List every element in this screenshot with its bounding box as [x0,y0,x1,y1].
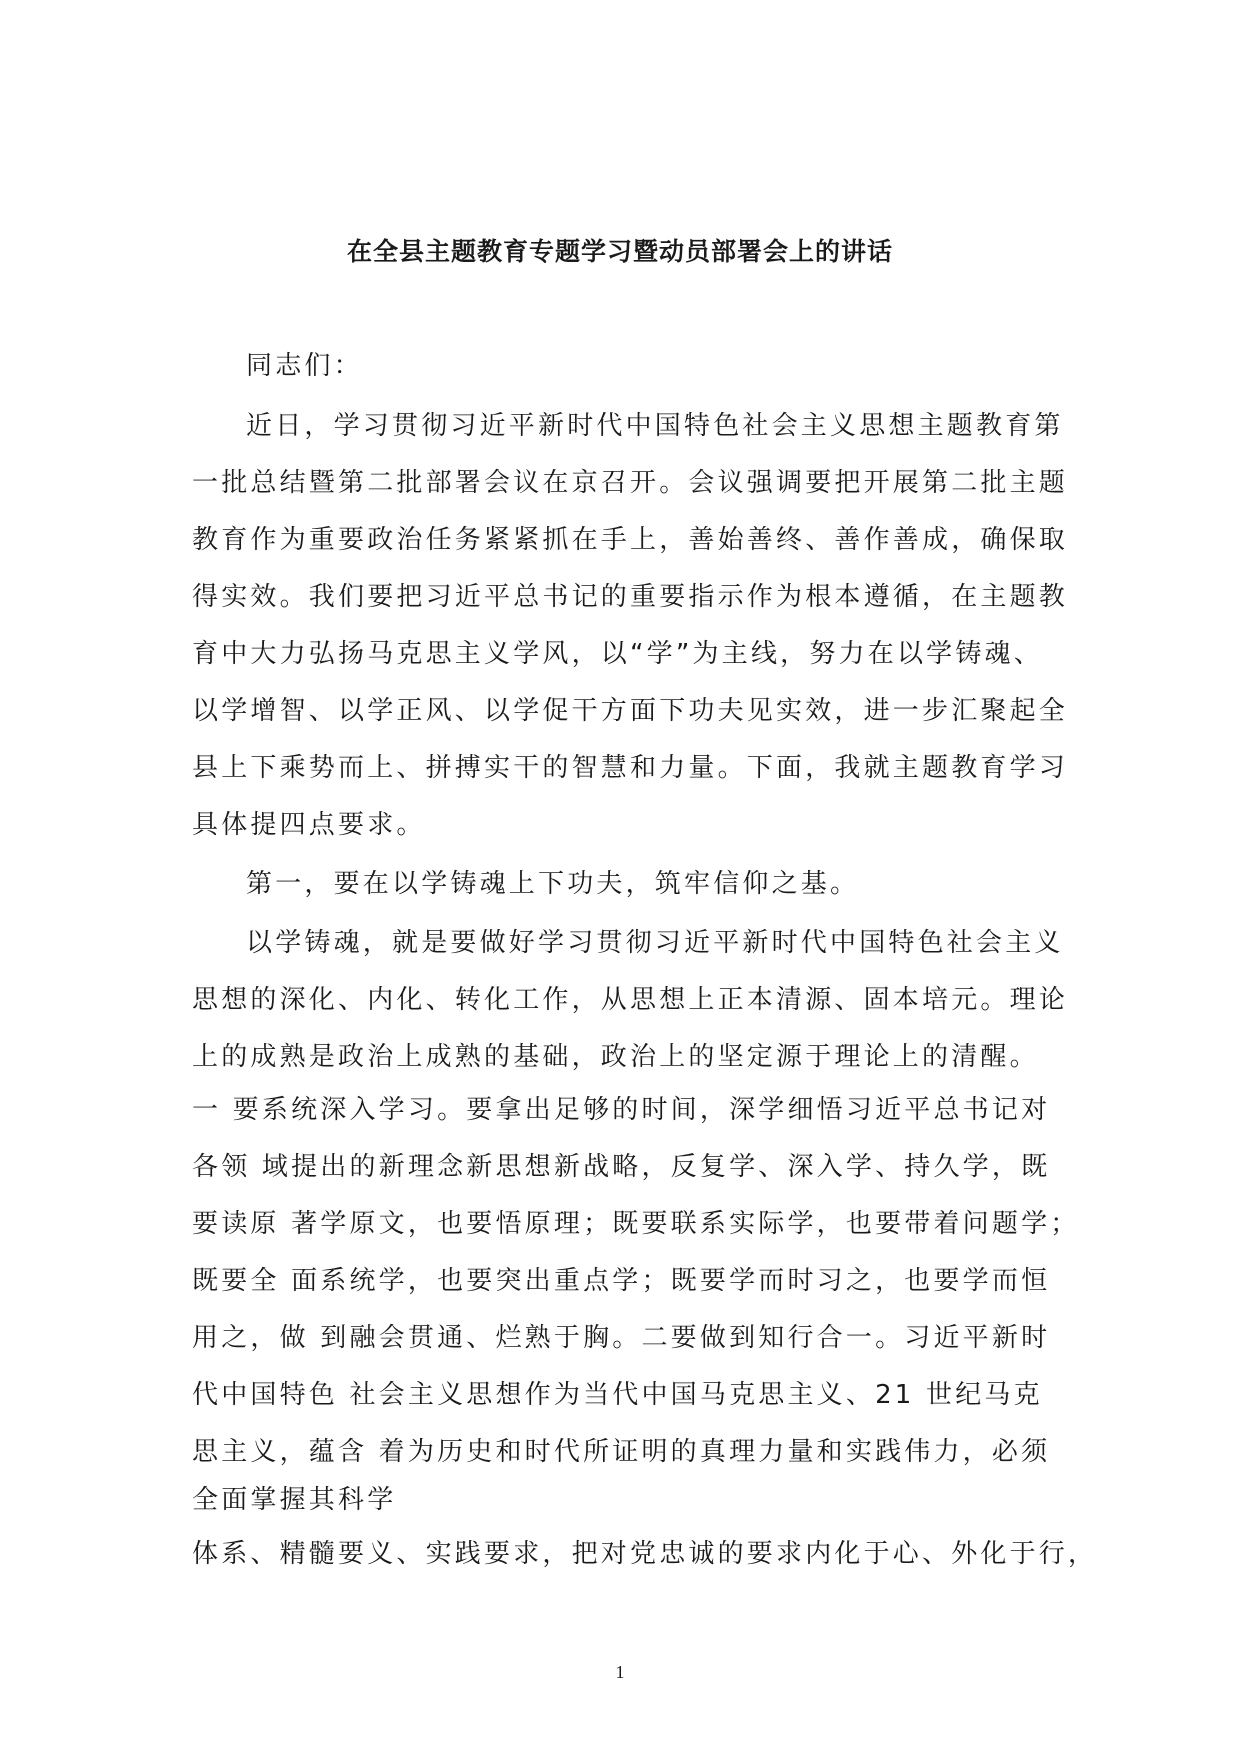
body-line: 各领 域提出的新理念新思想新战略，反复学、深入学、持久学，既 [192,1152,1051,1182]
body-line: 一批总结暨第二批部署会议在京召开。会议强调要把开展第二批主题 [192,468,1069,498]
body-line: 县上下乘势而上、拼搏实干的智慧和力量。下面，我就主题教育学习 [192,753,1069,783]
body-line: 用之，做 到融会贯通、烂熟于胸。二要做到知行合一。习近平新时 [192,1323,1051,1353]
salutation: 同志们： [246,351,363,381]
body-line: 具体提四点要求。 [192,810,426,840]
body-line: 以学铸魂，就是要做好学习贯彻习近平新时代中国特色社会主义 [246,928,1064,958]
body-line: 教育作为重要政治任务紧紧抓在手上，善始善终、善作善成，确保取 [192,525,1069,555]
body-line: 育中大力弘扬马克思主义学风，以“学”为主线，努力在以学铸魂、 [192,639,1043,669]
body-line: 全面掌握其科学 [192,1485,397,1515]
body-line: 思主义，蕴含 着为历史和时代所证明的真理力量和实践伟力，必须 [192,1437,1051,1467]
document-title: 在全县主题教育专题学习暨动员部署会上的讲话 [346,237,893,266]
section-heading: 第一，要在以学铸魂上下功夫，筑牢信仰之基。 [246,869,860,899]
body-line: 代中国特色 社会主义思想作为当代中国马克思主义、21 世纪马克 [192,1380,1043,1410]
body-line: 一 要系统深入学习。要拿出足够的时间，深学细悟习近平总书记对 [192,1095,1051,1125]
body-line: 上的成熟是政治上成熟的基础，政治上的坚定源于理论上的清醒。 [192,1042,1039,1072]
body-line: 要读原 著学原文，也要悟原理；既要联系实际学，也要带着问题学； [192,1209,1080,1239]
body-line: 既要全 面系统学，也要突出重点学；既要学而时习之，也要学而恒 [192,1266,1051,1296]
body-line: 思想的深化、内化、转化工作，从思想上正本清源、固本培元。理论 [192,985,1069,1015]
page-number: 1 [615,1662,625,1682]
body-line: 以学增智、以学正风、以学促干方面下功夫见实效，进一步汇聚起全 [192,696,1069,726]
body-line: 得实效。我们要把习近平总书记的重要指示作为根本遵循，在主题教 [192,582,1069,612]
body-line: 近日，学习贯彻习近平新时代中国特色社会主义思想主题教育第 [246,411,1064,441]
body-line: 体系、精髓要义、实践要求，把对党忠诚的要求内化于心、外化于行， [192,1539,1098,1569]
